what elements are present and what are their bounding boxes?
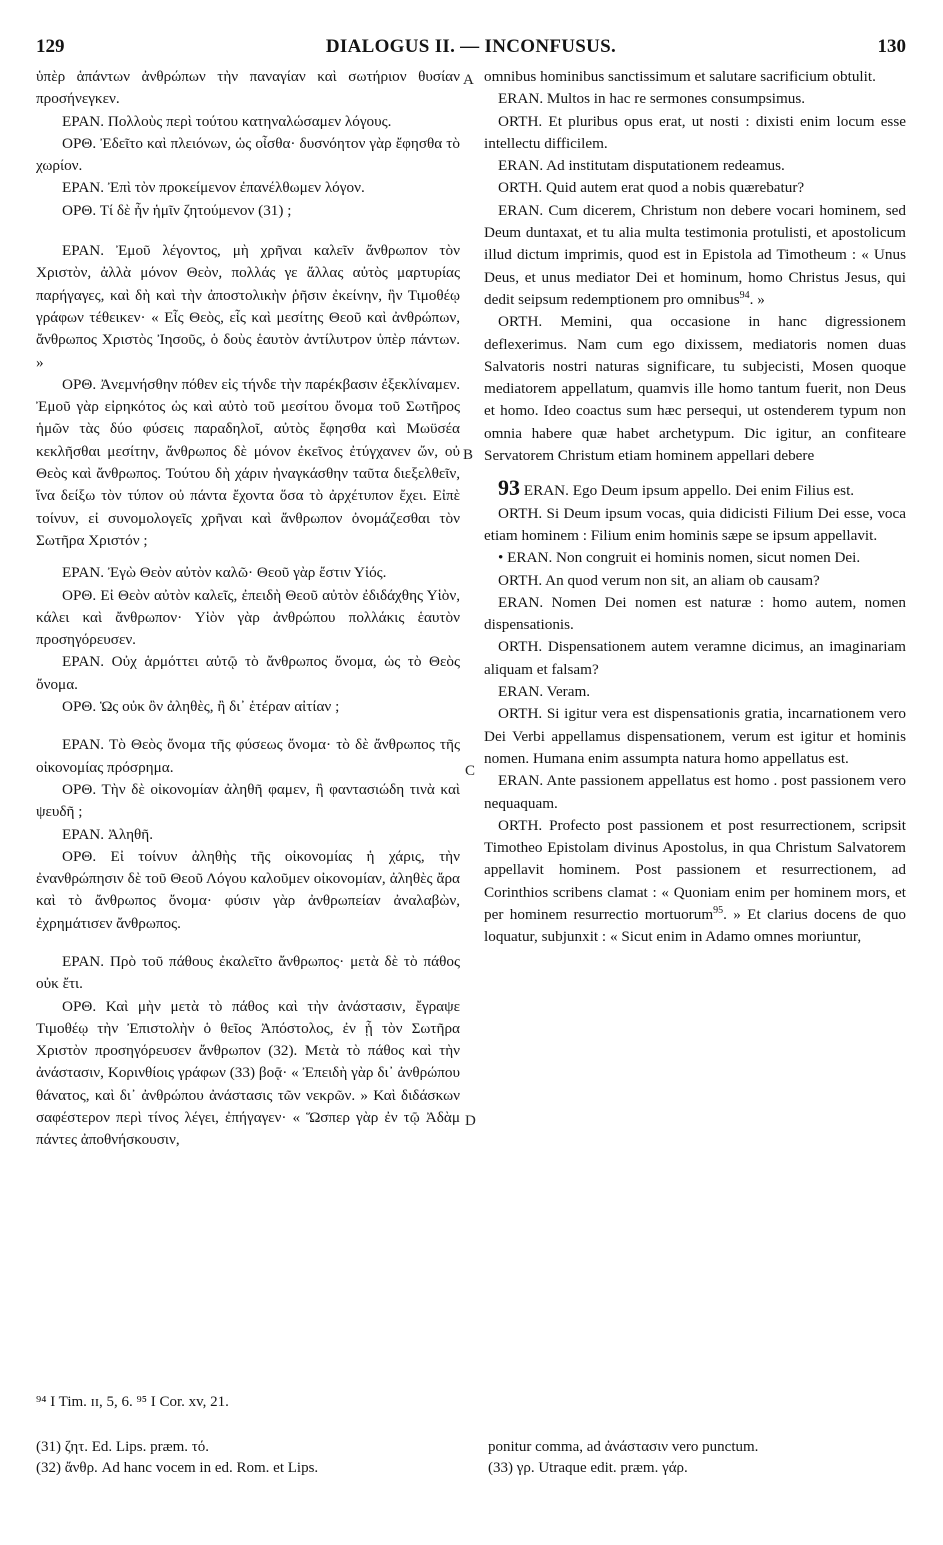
margin-marker-b: B <box>463 447 474 463</box>
running-header <box>36 36 906 62</box>
margin-marker-a: A <box>463 72 474 88</box>
latin-paragraph: ERAN. Multos in hac re sermones consumpsimus. <box>498 90 806 108</box>
critical-notes-right <box>488 1437 908 1479</box>
page-number-left: 129 <box>36 36 65 57</box>
greek-paragraph: ΟΡΘ. Καὶ μὴν μετὰ τὸ πάθος καὶ τὴν ἀνάστασιν, ἔγραψε Τιμοθέῳ τὴν Ἐπιστολὴν ὁ θεῖος Ἀπόστολος, ἐν ᾗ τὸν Σωτῆρα Χριστὸν προσηγόρευσεν ἄνθρωπον (32). Μετὰ τὸ πάθος καὶ τὴν ἀνάστασιν, Κορινθίοις γράφων (33) βοᾷ· « Ἐπειδὴ γὰρ δι᾽ ἀνθρώπου θάνατος, καὶ δι᾽ ἀνθρώπου ἀνάστασις τῶν νεκρῶν. » Καὶ διδάσκων σαφέστερον περὶ τίνος λέγει, ἐπήγαγεν· « Ὥσπερ γὰρ ἐν τῷ Ἀδὰμ πάντες ἀποθνήσκουσιν, <box>36 997 460 1149</box>
latin-paragraph: ORTH. An quod verum non sit, an aliam ob causam? <box>498 571 820 589</box>
latin-paragraph: ORTH. Quid autem erat quod a nobis quærebatur? <box>498 179 805 197</box>
page-number-right: 130 <box>877 36 906 57</box>
greek-paragraph: ΟΡΘ. Ὡς οὐκ ὂν ἀληθὲς, ἢ δι᾽ ἑτέραν αἰτίαν ; <box>62 698 340 716</box>
latin-paragraph: ORTH. Et pluribus opus erat, ut nosti : dixisti enim locum esse intellectu difficilem. <box>484 112 906 152</box>
latin-paragraph: ERAN. Veram. <box>498 683 591 701</box>
greek-paragraph: ὑπὲρ ἁπάντων ἀνθρώπων τὴν παναγίαν καὶ σωτήριον θυσίαν προσήνεγκεν. <box>36 68 460 108</box>
greek-paragraph: ΟΡΘ. Εἰ τοίνυν ἀληθὴς τῆς οἰκονομίας ἡ χάρις, τὴν ἐνανθρώπησιν δὲ τοῦ Θεοῦ Λόγου καλοῦμεν οἰκονομίαν, ἀληθὲς ἄρα καὶ τὸ ἄνθρωπος ὄνομα· φύσιν γὰρ ἀνθρωπείαν ἀναλαβὼν, ἐχρημάτισεν ἄνθρωπος. <box>36 847 460 932</box>
latin-paragraph: ERAN. Ad institutam disputationem redeamus. <box>498 157 785 175</box>
latin-paragraph-with-section <box>484 475 906 502</box>
greek-paragraph: ΟΡΘ. Τὴν δὲ οἰκονομίαν ἀληθῆ φαμεν, ἢ φαντασιώδη τινὰ καὶ ψευδῆ ; <box>36 780 460 821</box>
scripture-footnotes <box>36 1392 456 1413</box>
margin-marker-c: C <box>465 763 476 779</box>
latin-paragraph: ORTH. Dispensationem autem veramne dicimus, an imaginariam aliquam et falsam? <box>484 638 906 678</box>
latin-paragraph-with-note <box>484 815 906 949</box>
latin-paragraph: omnibus hominibus sanctissimum et salutare sacrificium obtulit. <box>484 68 876 85</box>
latin-paragraph: ORTH. Memini, qua occasione in hanc digressionem deflexerimus. Nam cum ego dixissem, mediatoris nomen duas Salvatoris nostri naturas significare, tu subjecisti, Mosen quoque mediatorem appellatum, quamvis ille homo tantum fuerit, non Deus et homo. Ideo coactus sum hæc persequi, ut ostenderem typum non omnia habere quæ habet archetypum. Dic igitur, an confiteare Servatorem Christum etiam hominem appellari debere <box>484 313 906 465</box>
greek-paragraph: ΟΡΘ. Εἰ Θεὸν αὐτὸν καλεῖς, ἐπειδὴ Θεοῦ αὐτὸν ἐδιδάχθης Υἱὸν, κάλει καὶ ἄνθρωπον· Υἱὸν γὰρ ἀνθρώπου πολλάκις ἑαυτὸν προσηγόρευσεν. <box>36 586 460 649</box>
critical-note: ponitur comma, ad ἀνάστασιν vero punctum. <box>488 1439 759 1455</box>
greek-paragraph: ΕΡΑΝ. Ἐγὼ Θεὸν αὐτὸν καλῶ· Θεοῦ γὰρ ἔστιν Υἱός. <box>62 564 387 582</box>
footnote-ref-95: 95 <box>713 904 724 916</box>
greek-paragraph: ΕΡΑΝ. Πολλοὺς περὶ τούτου κατηναλώσαμεν λόγους. <box>62 112 392 130</box>
greek-paragraph: ΕΡΑΝ. Ἐμοῦ λέγοντος, μὴ χρῆναι καλεῖν ἄνθρωπον τὸν Χριστὸν, ἀλλὰ μόνον Θεὸν, πολλάς γε ἄλλας αὐτὸς μαρτυρίας παρήγαγες, καὶ δὴ καὶ τὴν ἀποστολικὴν ῥῆσιν ἐκείνην, ἣν Τιμοθέῳ γράφων τέθεικεν· « Εἷς Θεὸς, εἷς καὶ μεσίτης Θεοῦ καὶ ἀνθρώπων, ἄνθρωπος Χριστὸς Ἰησοῦς, ὁ δοὺς ἑαυτὸν ἀντίλυτρον ὑπὲρ πάντων. » <box>36 242 460 371</box>
greek-paragraph: ΕΡΑΝ. Ἐπὶ τὸν προκείμενον ἐπανέλθωμεν λόγον. <box>62 179 365 197</box>
critical-note: (33) γρ. Utraque edit. præm. γάρ. <box>488 1460 688 1476</box>
latin-paragraph: ORTH. Si igitur vera est dispensationis gratia, incarnationem vero Dei Verbi appellamus dispensationem, verum est igitur et hominis nomen. Humana enim assumpta natura homo appellatus est. <box>484 705 906 767</box>
latin-paragraph-text: ERAN. Cum dicerem, Christum non debere vocari hominem, sed Deum duntaxat, et tu alia multa testimonia protulisti, et apostolicum illud dictum imprimis, quod est in Epistola ad Timotheum : « Unus Deus, et unus mediator Dei et hominum, homo Christus Jesus, qui dedit seipsum redemptionem pro omnibus <box>484 201 906 308</box>
latin-paragraph: • ERAN. Non congruit ei hominis nomen, sicut nomen Dei. <box>498 549 861 567</box>
greek-paragraph: ΕΡΑΝ. Τὸ Θεὸς ὄνομα τῆς φύσεως ὄνομα· τὸ δὲ ἄνθρωπος τῆς οἰκονομίας πρόσρημα. <box>36 736 460 776</box>
closing-quote: . » <box>749 290 765 308</box>
running-title: DIALOGUS II. — INCONFUSUS. <box>325 36 617 57</box>
closing-quote: . » <box>723 905 741 923</box>
greek-paragraph: ΟΡΘ. Ἀνεμνήσθην πόθεν εἰς τήνδε τὴν παρέκβασιν ἐξεκλίναμεν. Ἐμοῦ γὰρ εἰρηκότος ὡς καὶ αὐτὸ τοῦ μεσίτου ὄνομα τοῦ Σωτῆρος ἡμῶν τὰς δύο φύσεις παραδηλοῖ, αὐτὸς ἔφησθα καὶ Μωϋσέα κεκλῆσθαι μεσίτην, ἄνθρωπος δὲ μόνον ἐκεῖνος ἐτύγχανεν ὤν, οὐ Θεὸς καὶ ἄνθρωπος. Τούτου δὴ χάριν ἠναγκάσθην ταῦτα διεξελθεῖν, ἵνα δείξω τὸν τύπον οὐ πάντα ἔχοντα ὅσα τὸ ἀρχέτυπον ἔχει. Εἰπὲ τοίνυν, εἰ συνομολογεῖς χρῆναι καὶ ἄνθρωπον ὀνομάζεσθαι τὸν Σωτῆρα Χριστόν ; <box>36 375 460 549</box>
latin-paragraph: ERAN. Nomen Dei nomen est naturæ : homo autem, nomen dispensationis. <box>484 593 906 634</box>
latin-column <box>484 66 906 949</box>
greek-paragraph: ΟΡΘ. Τί δὲ ἦν ἡμῖν ζητούμενον (31) ; <box>62 201 292 219</box>
footnote-ref-94: 94 <box>739 289 750 301</box>
greek-paragraph: ΕΡΑΝ. Πρὸ τοῦ πάθους ἐκαλεῖτο ἄνθρωπος· μετὰ δὲ τὸ πάθος οὐκ ἔτι. <box>36 952 460 993</box>
latin-paragraph: ERAN. Ante passionem appellatus est homo . post passionem vero nequaquam. <box>484 772 906 812</box>
critical-note: (32) ἄνθρ. Ad hanc vocem in ed. Rom. et Lips. <box>36 1460 319 1476</box>
critical-notes-left <box>36 1437 476 1479</box>
latin-paragraph-text: ERAN. Ego Deum ipsum appello. Dei enim Filius est. <box>523 482 855 500</box>
latin-paragraph-text: Et clarius docens de quo loquatur, subjunxit : « Sicut enim in Adamo omnes moriuntur, <box>484 905 907 946</box>
greek-paragraph: ΟΡΘ. Ἐδεῖτο καὶ πλειόνων, ὡς οἶσθα· δυσνόητον γὰρ ἔφησθα τὸ χωρίον. <box>36 134 460 175</box>
latin-paragraph: ORTH. Si Deum ipsum vocas, quia didicisti Filium Dei esse, voca etiam hominem : Filium enim hominis sæpe se ipsum appellavit. <box>484 504 906 544</box>
critical-note: (31) ζητ. Ed. Lips. præm. τό. <box>36 1439 210 1455</box>
greek-column <box>36 66 460 1152</box>
latin-paragraph-text: ORTH. Profecto post passionem et post resurrectionem, scripsit Timotheo Epistolam divinus Apostolus, in qua Christum Salvatorem appellavit hominem. Post passionem et resurrectionem, ad Corinthios scribens clamat : « Quoniam enim per hominem mors, et per hominem resurrectio mortuorum <box>484 816 906 923</box>
greek-paragraph: ΕΡΑΝ. Οὐχ ἁρμόττει αὐτῷ τὸ ἄνθρωπος ὄνομα, ὡς τὸ Θεὸς ὄνομα. <box>36 653 460 693</box>
latin-paragraph-with-note <box>484 200 906 311</box>
scripture-footnote-line: ⁹⁴ I Tim. ɪɪ, 5, 6. ⁹⁵ I Cor. xv, 21. <box>36 1394 229 1410</box>
section-number: 93 <box>498 475 520 501</box>
margin-marker-d: D <box>465 1113 476 1129</box>
greek-paragraph: ΕΡΑΝ. Ἀληθῆ. <box>62 825 154 843</box>
